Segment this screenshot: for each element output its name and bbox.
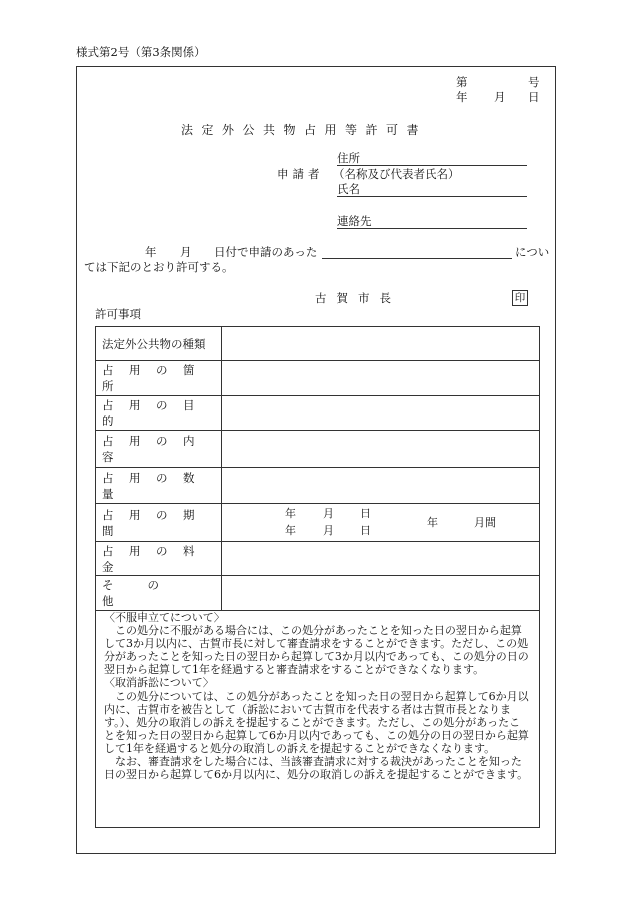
row-label xyxy=(96,396,222,431)
section-label: 許可事項 xyxy=(95,307,141,321)
contact-underline xyxy=(337,228,527,229)
table-row xyxy=(96,361,540,396)
body-year: 年 xyxy=(145,245,157,259)
period-start-month: 月 xyxy=(323,507,334,520)
notes-paragraph-lawsuit: この処分については、この処分があったことを知った日の翌日から起算して6か月以内に、古賀市を被告として（訴訟において古賀市を代表する者は古賀市長となります。）、処分の取消しの訴えを提起することができます。ただし、この処分があったことを知った日の翌日から起算して6か月以内であっても、この処分の日の翌日から起算して1年を経過すると処分の取消しの訴えを提起することができなくなります。 xyxy=(104,689,529,755)
table-row xyxy=(96,431,540,468)
table-row xyxy=(96,396,540,431)
duration-year: 年 xyxy=(427,516,438,529)
appeal-notes xyxy=(95,610,540,828)
notes-heading-lawsuit: 〈取消訴訟について〉 xyxy=(104,676,214,690)
body-month: 月 xyxy=(180,245,192,259)
period-start-day: 日 xyxy=(360,507,371,520)
table-row xyxy=(96,504,540,542)
document-title: 法定外公共物占用等許可書 xyxy=(181,123,428,137)
permission-table xyxy=(95,326,540,611)
form-label: 様式第2号（第3条関係） xyxy=(76,45,206,59)
body-suffix: につい xyxy=(515,245,550,259)
table-row xyxy=(96,576,540,611)
label-char: 占用の数量 xyxy=(102,470,210,501)
row-label xyxy=(96,431,222,468)
row-label xyxy=(96,361,222,396)
name-underline xyxy=(337,196,527,197)
notes-paragraph-appeal: この処分に不服がある場合には、この処分があったことを知った日の翌日から起算して3か月以内に、古賀市長に対して審査請求をすることができます。ただし、この処分があったことを知った日の翌日から起算して3か月以内であっても、この処分の日の翌日から起算して1年を経過すると審査請求をすることができなくなります。 xyxy=(104,624,529,677)
applicant-name-label: 氏名 xyxy=(337,182,360,196)
label-char: その他 xyxy=(102,578,193,608)
date-month: 月 xyxy=(494,90,506,104)
period-cell xyxy=(222,504,540,542)
period-end-month: 月 xyxy=(323,524,334,537)
label-char: 占用の期間 xyxy=(102,507,210,538)
row-label: 法定外公共物の種類 xyxy=(96,327,222,361)
duration-month: 月間 xyxy=(474,516,496,529)
applicant-address-label: 住所 xyxy=(337,151,360,165)
body-line2: ては下記のとおり許可する。 xyxy=(84,260,234,274)
row-value xyxy=(222,327,540,361)
row-value xyxy=(222,576,540,611)
period-start-year: 年 xyxy=(285,507,296,520)
row-label xyxy=(96,504,222,542)
request-underline xyxy=(322,258,512,259)
period-end-day: 日 xyxy=(360,524,371,537)
label-char: 占用の内容 xyxy=(102,434,210,464)
table-row xyxy=(96,468,540,504)
row-value xyxy=(222,468,540,504)
label-char: 占用の箇所 xyxy=(102,363,210,393)
table-row xyxy=(96,542,540,576)
row-value xyxy=(222,361,540,396)
label-char: 占用の料金 xyxy=(102,543,210,574)
applicant-name-note: （名称及び代表者氏名） xyxy=(333,167,460,181)
notes-paragraph-additional: なお、審査請求をした場合には、当該審査請求に対する裁決があったことを知った日の翌日から起算して6か月以内に、処分の取消しの訴えを提起することができます。 xyxy=(104,755,529,782)
row-value xyxy=(222,431,540,468)
notes-heading-appeal: 〈不服申立てについて〉 xyxy=(104,611,225,624)
row-value xyxy=(222,396,540,431)
date-year: 年 xyxy=(456,90,468,104)
label-char: 占用の目的 xyxy=(102,398,210,428)
applicant-label: 申請者 xyxy=(277,167,324,181)
row-label xyxy=(96,468,222,504)
number-go: 号 xyxy=(528,75,540,89)
issuer-name: 古賀市長 xyxy=(315,291,401,305)
spaced-label xyxy=(102,362,221,394)
seal-stamp: 印 xyxy=(512,290,528,306)
body-date-text: 日付で申請のあった xyxy=(214,245,318,259)
applicant-contact-label: 連絡先 xyxy=(337,214,372,228)
period-end-year: 年 xyxy=(285,524,296,537)
row-value xyxy=(222,542,540,576)
row-label xyxy=(96,576,222,611)
number-dai: 第 xyxy=(456,75,468,89)
date-day: 日 xyxy=(528,90,540,104)
row-label xyxy=(96,542,222,576)
table-row xyxy=(96,327,540,361)
